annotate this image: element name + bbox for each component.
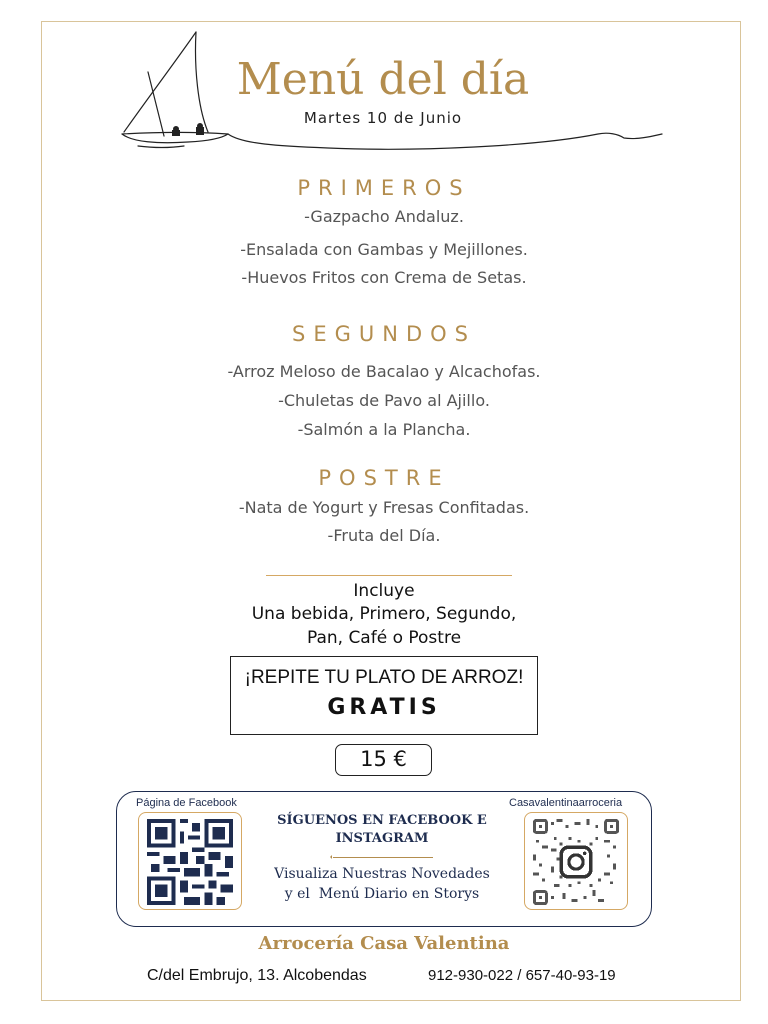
dish-item: -Nata de Yogurt y Fresas Confitadas. [238,498,530,517]
price-badge: 15 € [335,744,432,776]
includes-line-2: Pan, Café o Postre [306,628,462,648]
phone-numbers: 912-930-022 / 657-40-93-19 [428,967,616,984]
dish-item: -Gazpacho Andaluz. [304,207,464,226]
promo-box [230,656,538,735]
includes-heading: Incluye [353,581,415,601]
instagram-qr-code[interactable] [524,812,628,910]
section-title-postre: POSTRE [318,466,450,490]
address: C/del Embrujo, 13. Alcobendas [147,967,367,984]
instagram-label: Casavalentinaarroceria [509,797,623,809]
includes-line-1: Una bebida, Primero, Segundo, [251,604,517,624]
section-title-primeros: PRIMEROS [297,176,471,200]
facebook-qr-code[interactable] [138,812,242,910]
qr-code-icon [147,819,233,905]
menu-title: Menú del día [236,54,530,105]
dish-item: -Arroz Meloso de Bacalao y Alcachofas. [227,362,541,381]
visualiza-text [252,864,512,904]
dish-item: -Ensalada con Gambas y Mejillones. [240,240,528,259]
follow-us-text [262,812,502,848]
visual-line-1: Visualiza Nuestras Novedades [274,866,490,882]
section-title-segundos: SEGUNDOS [292,322,476,346]
instagram-qr-icon [533,819,619,905]
promo-line-2: GRATIS [327,695,441,720]
dish-item: -Huevos Fritos con Crema de Setas. [241,268,527,287]
promo-line-1: ¡REPITE TU PLATO DE ARROZ! [244,667,524,688]
follow-line-2: INSTAGRAM [335,831,429,846]
dish-item: -Salmón a la Plancha. [297,420,471,439]
dish-item: -Fruta del Día. [327,526,441,545]
section-divider [266,575,512,576]
menu-date: Martes 10 de Junio [303,109,463,127]
dish-item: -Chuletas de Pavo al Ajillo. [278,391,490,410]
restaurant-name: Arrocería Casa Valentina [258,933,510,954]
arrow-divider [333,857,433,858]
visual-line-2: y el Menú Diario en Storys [284,886,480,902]
follow-line-1: SÍGUENOS EN FACEBOOK E [277,813,487,828]
facebook-label: Página de Facebook [136,797,237,809]
